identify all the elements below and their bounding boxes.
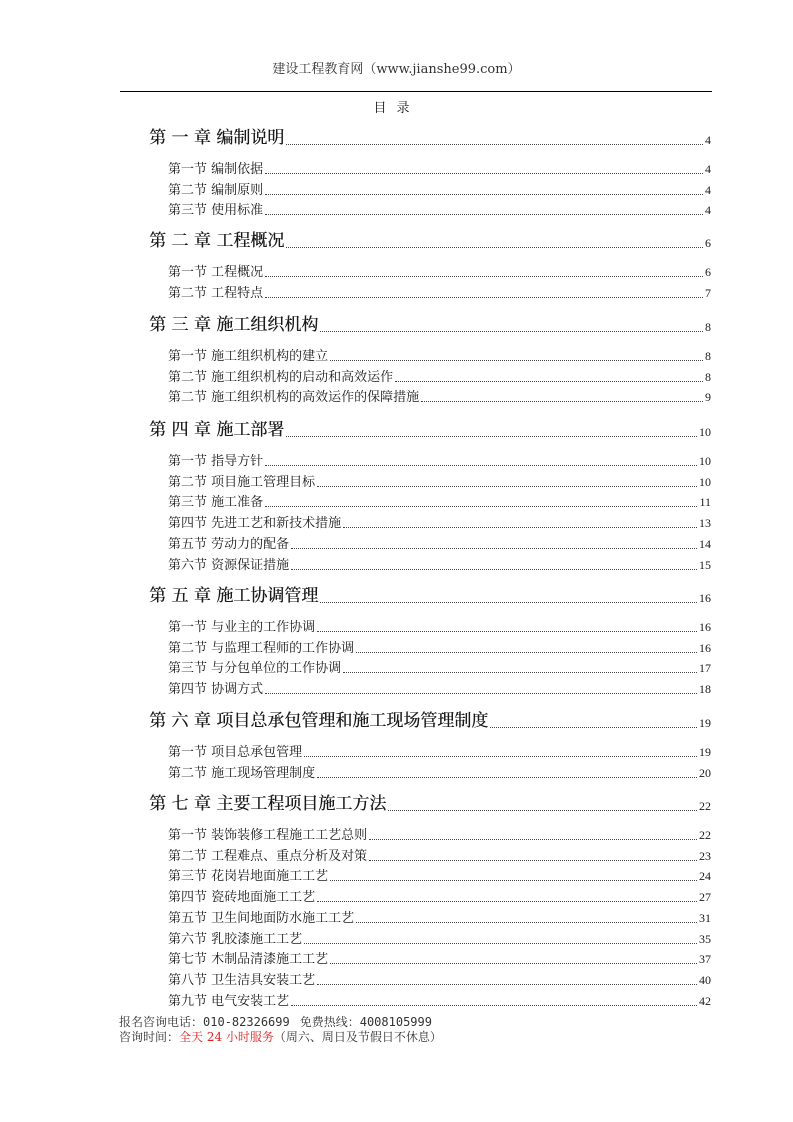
dot-leader [317,631,697,632]
toc-entry-label: 第五节 劳动力的配备 [168,536,290,552]
toc-entry-label: 第一节 装饰装修工程施工工艺总则 [168,828,368,843]
dot-leader [330,360,703,361]
toc-page-number: 7 [705,285,711,300]
dot-leader [265,214,703,215]
toc-entry-label: 第 二 章 工程概况 [149,231,285,251]
toc-entry-label: 第三节 使用标准 [168,203,264,219]
toc-entry-label: 第 三 章 施工组织机构 [149,315,319,335]
toc-page-number: 20 [699,765,711,780]
dot-leader [291,1005,697,1006]
dot-leader [304,943,697,944]
toc-page-number: 37 [699,952,711,967]
toc-page-number: 16 [699,640,711,655]
dot-leader [265,276,703,277]
toc-entry-label: 第 四 章 施工部署 [149,420,285,440]
toc-section-row[interactable] [168,202,711,218]
toc-page-number: 14 [699,536,711,551]
toc-entry-label: 第四节 先进工艺和新技术措施 [168,516,342,532]
toc-entry-label: 第二节 施工组织机构的高效运作的保障措施 [168,390,420,406]
toc-section-row[interactable] [168,660,711,676]
toc-section-row[interactable] [168,619,711,635]
dot-leader [265,465,697,466]
toc-entry-label: 第 五 章 施工协调管理 [149,586,319,606]
toc-section-row[interactable] [168,765,711,781]
header-rule [120,91,712,92]
dot-leader [265,297,703,298]
toc-entry-label: 第二节 编制原则 [168,182,264,198]
hours-label: 咨询时间： [119,1030,180,1044]
toc-chapter-row[interactable] [149,711,711,731]
dot-leader [265,506,697,507]
dot-leader [317,901,697,902]
toc-section-row[interactable] [168,993,711,1009]
toc-section-row[interactable] [168,264,711,280]
toc-entry-label: 第一节 指导方针 [168,454,264,469]
dot-leader [320,602,697,603]
toc-section-row[interactable] [168,515,711,531]
toc-section-row[interactable] [168,474,711,490]
dot-leader [265,693,697,694]
toc-section-row[interactable] [168,536,711,552]
toc-page-number: 8 [705,369,711,384]
phone-number: 010-82326699 [203,1015,290,1029]
dot-leader [369,839,697,840]
toc-page-number: 16 [699,620,711,634]
toc-section-row[interactable] [168,931,711,947]
dot-leader [356,652,697,653]
toc-page-number: 15 [699,557,711,572]
toc-page-number: 24 [699,869,711,884]
toc-section-row[interactable] [168,348,711,364]
toc-heading: 目录 [373,101,420,116]
toc-entry-label: 第五节 卫生间地面防水施工工艺 [168,910,355,926]
toc-page-number: 40 [699,972,711,987]
toc-entry-label: 第三节 与分包单位的工作协调 [168,661,342,677]
toc-entry-label: 第三节 花岗岩地面施工工艺 [168,869,329,885]
dot-leader [291,548,697,549]
dot-leader [286,436,697,437]
toc-page-number: 4 [705,182,711,197]
toc-entry-label: 第九节 电气安装工艺 [168,993,290,1009]
toc-page-number: 10 [699,425,711,439]
dot-leader [356,922,697,923]
toc-entry-label: 第二节 项目施工管理目标 [168,474,316,490]
toc-section-row[interactable] [168,453,711,469]
toc-chapter-row[interactable] [149,586,711,606]
dot-leader [286,144,703,145]
phone-label: 报名咨询电话： [119,1015,204,1029]
toc-chapter-row[interactable] [149,231,711,251]
toc-entry-label: 第二节 与监理工程师的工作协调 [168,640,355,656]
toc-page-number: 22 [699,799,711,813]
toc-chapter-row[interactable] [149,128,711,148]
toc-page-number: 9 [705,390,711,405]
toc-section-row[interactable] [168,369,711,385]
toc-page-number: 4 [705,203,711,218]
toc-entry-label: 第二节 工程难点、重点分析及对策 [168,848,368,864]
toc-page-number: 19 [699,745,711,759]
toc-entry-label: 第二节 施工现场管理制度 [168,765,316,781]
toc-entry-label: 第三节 施工准备 [168,495,264,511]
toc-page-number: 18 [699,682,711,697]
toc-page-number: 8 [705,320,711,334]
toc-page-number: 16 [699,591,711,605]
toc-section-row[interactable] [168,640,711,656]
toc-section-row[interactable] [168,285,711,301]
toc-page-number: 6 [705,236,711,250]
toc-page-number: 35 [699,931,711,946]
dot-leader [421,401,703,402]
toc-entry-label: 第 六 章 项目总承包管理和施工现场管理制度 [149,711,489,731]
toc-entry-label: 第一节 项目总承包管理 [168,745,303,760]
toc-page-number: 31 [699,910,711,925]
toc-entry-label: 第八节 卫生洁具安装工艺 [168,972,316,988]
toc-page-number: 4 [705,133,711,147]
toc-entry-label: 第一节 工程概况 [168,265,264,280]
dot-leader [388,810,697,811]
dot-leader [369,860,697,861]
toc-chapter-row[interactable] [149,315,711,335]
footer-hours [119,1028,442,1045]
hotline-label: 免费热线： [299,1015,360,1029]
toc-section-row[interactable] [168,868,711,884]
toc-chapter-row[interactable] [149,794,711,814]
toc-page-number: 11 [699,495,711,510]
dot-leader [330,880,697,881]
hotline-number: 4008105999 [359,1015,432,1029]
dot-leader [330,963,697,964]
dot-leader [291,569,697,570]
dot-leader [395,381,703,382]
toc-section-row[interactable] [168,951,711,967]
toc-section-row[interactable] [168,681,711,697]
toc-page-number: 27 [699,890,711,905]
header-title: 建设工程教育网（www.jianshe99.com） [272,62,521,77]
toc-section-row[interactable] [168,972,711,988]
toc-page-number: 42 [699,993,711,1008]
hours-highlight: 全天 24 小时服务 [179,1030,274,1044]
toc-section-row[interactable] [168,910,711,926]
hours-note: （周六、周日及节假日不休息） [273,1030,442,1044]
toc-entry-label: 第一节 与业主的工作协调 [168,620,316,635]
dot-leader [304,756,697,757]
toc-entry-label: 第七节 木制品清漆施工工艺 [168,952,329,968]
toc-entry-label: 第四节 瓷砖地面施工工艺 [168,890,316,906]
toc-page-number: 8 [705,349,711,363]
dot-leader [286,247,703,248]
toc-section-row[interactable] [168,389,711,405]
toc-entry-label: 第一节 施工组织机构的建立 [168,349,329,364]
toc-entry-label: 第 一 章 编制说明 [149,128,285,148]
toc-page-number: 10 [699,454,711,468]
toc-section-row[interactable] [168,889,711,905]
toc-entry-label: 第六节 资源保证措施 [168,557,290,573]
toc-page-number: 19 [699,716,711,730]
dot-leader [265,194,703,195]
toc-section-row[interactable] [168,182,711,198]
toc-page-number: 23 [699,848,711,863]
dot-leader [320,331,703,332]
toc-entry-label: 第 七 章 主要工程项目施工方法 [149,794,387,814]
toc-page-number: 13 [699,516,711,531]
toc-page-number: 22 [699,828,711,842]
dot-leader [265,173,703,174]
toc-page-number: 6 [705,265,711,279]
toc-entry-label: 第一节 编制依据 [168,162,264,177]
toc-page-number: 10 [699,474,711,489]
toc-page-number: 4 [705,162,711,176]
dot-leader [317,486,697,487]
dot-leader [490,727,697,728]
toc-section-row[interactable] [168,744,711,760]
dot-leader [317,777,697,778]
dot-leader [343,672,697,673]
toc-entry-label: 第二节 施工组织机构的启动和高效运作 [168,369,394,385]
toc-page-number: 17 [699,661,711,676]
toc-section-row[interactable] [168,827,711,843]
toc-chapter-row[interactable] [149,420,711,440]
dot-leader [317,984,697,985]
toc-section-row[interactable] [168,848,711,864]
toc-section-row[interactable] [168,494,711,510]
toc-section-row[interactable] [168,161,711,177]
toc-section-row[interactable] [168,557,711,573]
toc-entry-label: 第二节 工程特点 [168,285,264,301]
dot-leader [343,527,697,528]
toc-entry-label: 第六节 乳胶漆施工工艺 [168,931,303,947]
toc-entry-label: 第四节 协调方式 [168,682,264,698]
